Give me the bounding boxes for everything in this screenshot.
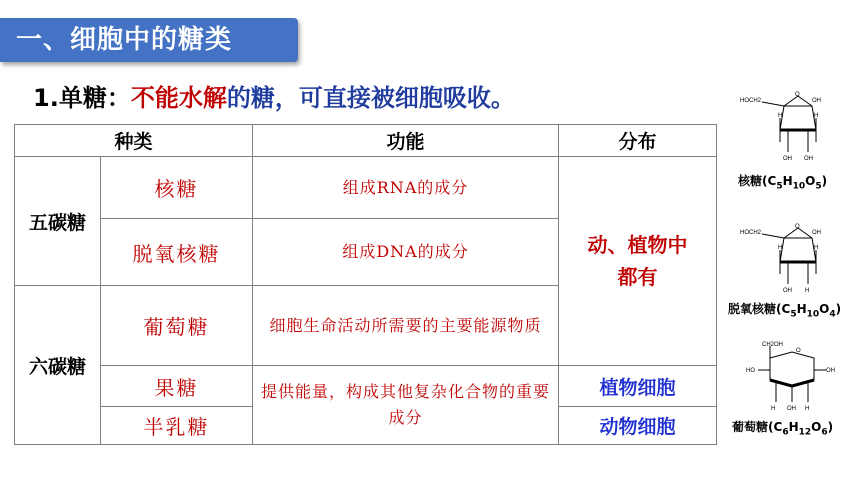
deoxyribose-oh-label: OH xyxy=(783,288,792,294)
function-shared: 提供能量，构成其他复杂化合物的重要成分 xyxy=(253,366,559,445)
deoxyribose-h: 10 xyxy=(806,309,820,320)
deoxyribose-ch2-label: HOCH2 xyxy=(740,230,762,236)
deoxyribose-h-bottom-label: H xyxy=(805,288,810,294)
glucose-h-label-2: H xyxy=(805,406,810,412)
ribose-o: 5 xyxy=(815,181,822,192)
table-row xyxy=(15,157,717,219)
glucose-oh-bottom-label: OH xyxy=(787,406,796,412)
distribution-animal: 动物细胞 xyxy=(559,407,717,445)
deoxyribose-ring-o-label: O xyxy=(795,224,800,230)
headline-highlight: 不能水解 xyxy=(130,84,227,112)
section-title: 一、细胞中的糖类 xyxy=(16,25,233,55)
ribose-h-label: H xyxy=(778,113,783,119)
headline-number: 1.单糖： xyxy=(33,84,131,112)
ribose-h-label-2: H xyxy=(814,113,819,119)
deoxyribose-structure xyxy=(732,222,852,298)
deoxyribose-diagram xyxy=(732,222,852,298)
deoxyribose-h-label-2: H xyxy=(814,245,819,251)
ribose-oh-top-label: OH xyxy=(812,98,821,104)
glucose-caption: 葡萄糖$(C_6H_{12}O_6)$ xyxy=(732,420,834,438)
ribose-oh-left-label: OH xyxy=(783,156,792,162)
glucose-o: 6 xyxy=(821,427,828,438)
ribose-name: 核糖 xyxy=(738,174,763,188)
sugar-galactose: 半乳糖 xyxy=(101,407,253,445)
distribution-both xyxy=(559,157,717,366)
ribose-diagram xyxy=(732,90,852,168)
ribose-c: 5 xyxy=(776,181,783,192)
distribution-plant: 植物细胞 xyxy=(559,366,717,407)
deoxyribose-caption: 脱氧核糖$(C_5H_{10}O_4)$ xyxy=(728,302,842,320)
ribose-structure xyxy=(732,90,852,168)
glucose-c: 6 xyxy=(782,427,789,438)
group-hexose: 六碳糖 xyxy=(15,286,101,445)
header-function: 功能 xyxy=(253,125,559,157)
ribose-h: 10 xyxy=(792,181,806,192)
sugar-deoxyribose: 脱氧核糖 xyxy=(101,219,253,286)
glucose-oh-right-label: OH xyxy=(826,368,835,374)
header-kind: 种类 xyxy=(15,125,253,157)
glucose-name: 葡萄糖 xyxy=(732,420,769,434)
glucose-ring-o-label: O xyxy=(796,348,801,354)
ribose-ch2-label: HOCH2 xyxy=(740,98,762,104)
table-row xyxy=(15,366,717,407)
function-glucose: 细胞生命活动所需要的主要能源物质 xyxy=(253,286,559,366)
glucose-ho-label: HO xyxy=(746,368,755,374)
ribose-ring-o-label: O xyxy=(795,92,800,98)
deoxyribose-name: 脱氧核糖 xyxy=(728,302,777,316)
sugar-ribose: 核糖 xyxy=(101,157,253,219)
deoxyribose-c: 5 xyxy=(790,309,797,320)
glucose-h-label: H xyxy=(771,406,776,412)
monosaccharide-table xyxy=(14,124,717,445)
section-banner xyxy=(0,18,300,64)
glucose-ch2-label: CH2OH xyxy=(762,342,784,348)
headline-rest: 的糖，可直接被细胞吸收。 xyxy=(226,84,515,112)
headline xyxy=(33,78,515,113)
glucose-h: 12 xyxy=(798,427,812,438)
header-distribution: 分布 xyxy=(559,125,717,157)
glucose-diagram xyxy=(736,340,852,416)
function-deoxyribose: 组成DNA的成分 xyxy=(253,219,559,286)
glucose-structure xyxy=(736,340,852,416)
distribution-both-text: 动、植物中都有 xyxy=(587,233,688,289)
deoxyribose-h-label: H xyxy=(778,245,783,251)
function-ribose: 组成RNA的成分 xyxy=(253,157,559,219)
ribose-oh-right-label: OH xyxy=(804,156,813,162)
sugar-fructose: 果糖 xyxy=(101,366,253,407)
deoxyribose-oh-top-label: OH xyxy=(812,230,821,236)
sugar-glucose: 葡萄糖 xyxy=(101,286,253,366)
deoxyribose-o: 4 xyxy=(829,309,836,320)
table-header-row xyxy=(15,125,717,157)
ribose-caption: 核糖$(C_5H_{10}O_5)$ xyxy=(738,174,828,192)
group-pentose: 五碳糖 xyxy=(15,157,101,286)
